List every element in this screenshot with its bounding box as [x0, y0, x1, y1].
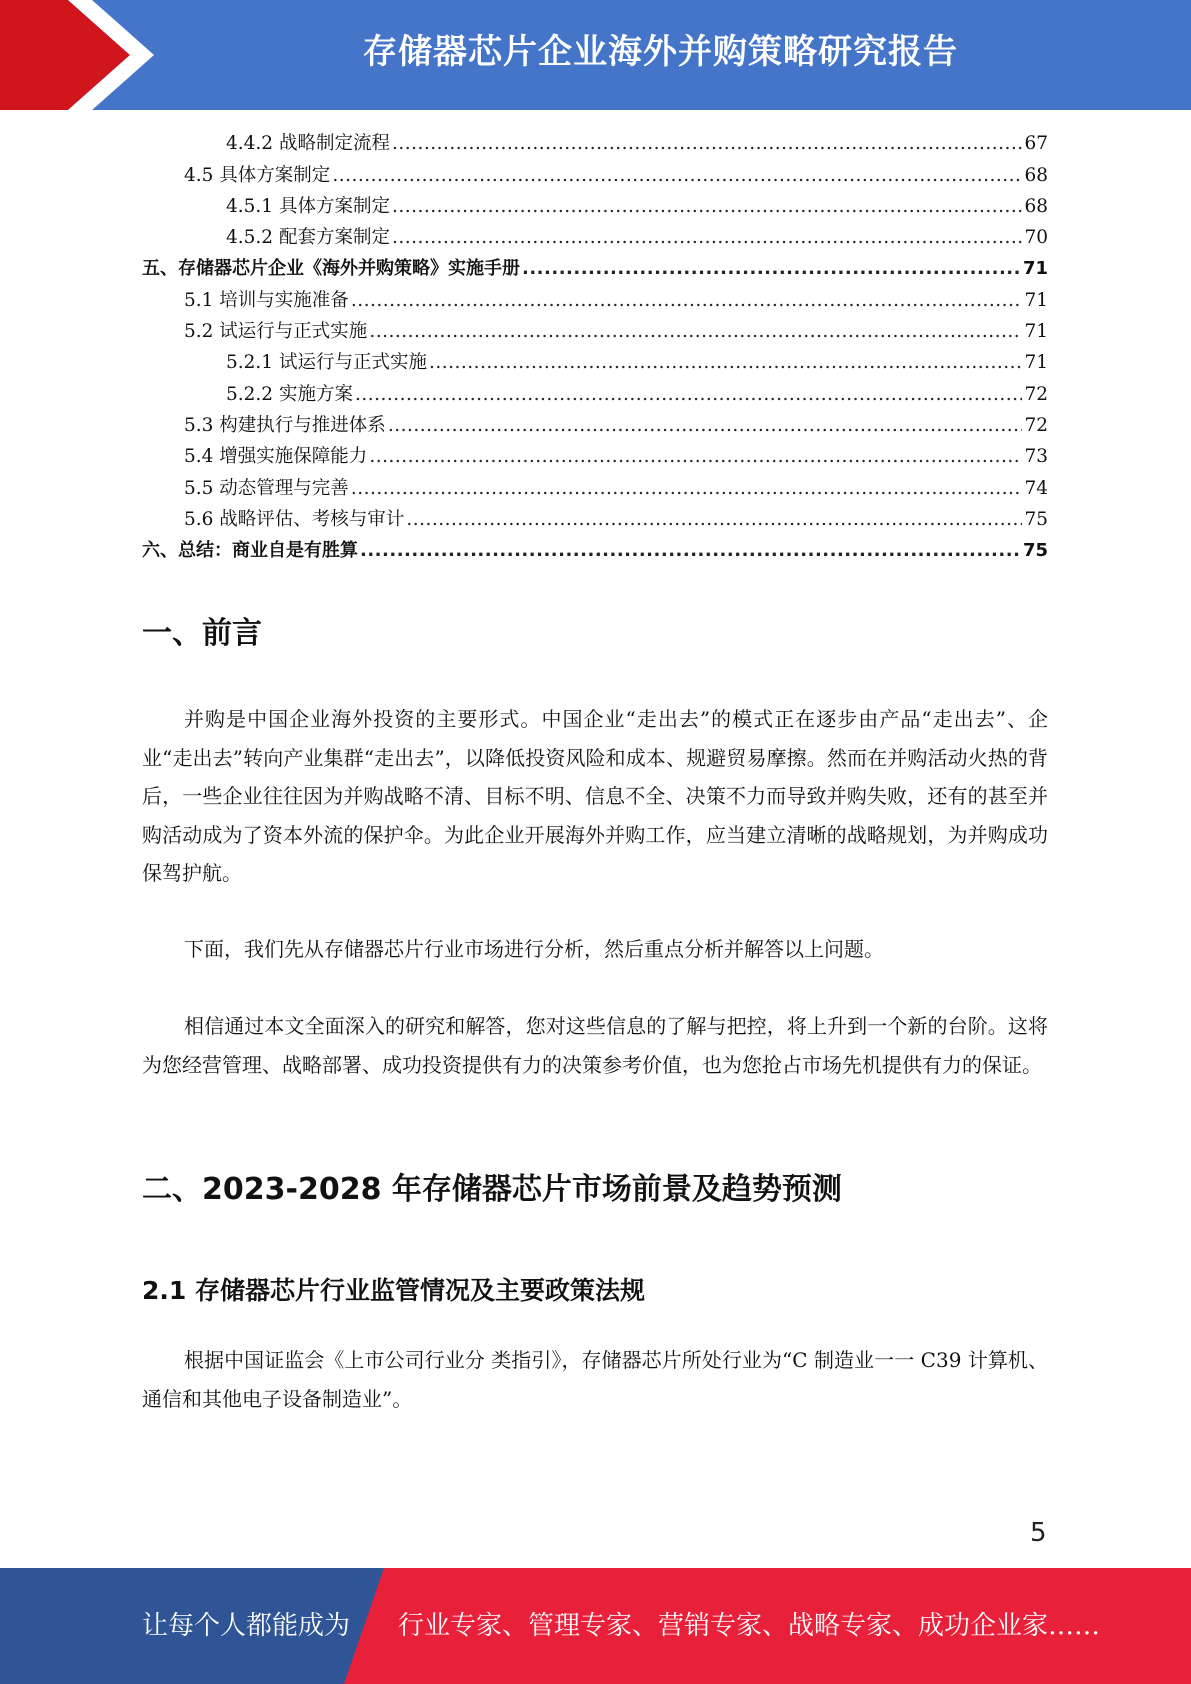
section-heading-market-outlook: 二、2023-2028 年存储器芯片市场前景及趋势预测 [142, 1172, 842, 1207]
toc-entry[interactable] [142, 504, 1048, 535]
toc-leader-dots [369, 316, 1022, 347]
toc-entry-page: 71 [1022, 258, 1048, 280]
toc-entry-page: 68 [1024, 164, 1048, 186]
toc-leader-dots [388, 410, 1023, 441]
toc-entry-page: 72 [1024, 414, 1048, 436]
toc-leader-dots [392, 191, 1022, 222]
toc-entry[interactable] [142, 472, 1048, 503]
toc-entry[interactable] [142, 253, 1048, 284]
footer-slogan-right: 行业专家、管理专家、营销专家、战略专家、成功企业家…… [398, 1611, 1101, 1641]
preface-paragraph-2: 下面，我们先从存储器芯片行业市场进行分析，然后重点分析并解答以上问题。 [184, 937, 884, 961]
toc-entry-title: 5.2 试运行与正式实施 [184, 321, 368, 343]
toc-entry[interactable] [142, 535, 1048, 566]
toc-entry-page: 75 [1022, 540, 1048, 562]
toc-entry-page: 71 [1024, 352, 1048, 374]
toc-entry[interactable] [142, 441, 1048, 472]
page-number: 5 [1030, 1518, 1047, 1548]
toc-entry-page: 73 [1024, 446, 1048, 468]
toc-entry-page: 74 [1024, 477, 1048, 499]
page-footer [0, 1568, 1191, 1684]
toc-entry-title: 六、总结：商业自是有胜算 [142, 540, 358, 562]
toc-entry-title: 5.4 增强实施保障能力 [184, 446, 368, 468]
toc-entry-title: 5.2.1 试运行与正式实施 [226, 352, 427, 374]
toc-entry-page: 67 [1024, 133, 1048, 155]
toc-entry[interactable] [142, 347, 1048, 378]
subsection-heading-regulation: 2.1 存储器芯片行业监管情况及主要政策法规 [142, 1276, 645, 1305]
table-of-contents [142, 128, 1048, 566]
toc-entry-title: 5.3 构建执行与推进体系 [184, 414, 386, 436]
toc-entry[interactable] [142, 159, 1048, 190]
toc-entry-page: 71 [1024, 321, 1048, 343]
toc-leader-dots [369, 441, 1022, 472]
toc-entry-page: 68 [1024, 195, 1048, 217]
footer-slogan-left: 让每个人都能成为 [142, 1611, 351, 1641]
toc-leader-dots [406, 504, 1022, 535]
toc-leader-dots [522, 253, 1021, 284]
toc-leader-dots [351, 285, 1023, 316]
toc-leader-dots [351, 473, 1023, 504]
preface-paragraph-3: 相信通过本文全面深入的研究和解答，您对这些信息的了解与把控，将上升到一个新的台阶。这将为您经营管理、战略部署、成功投资提供有力的决策参考价值，也为您抢占市场先机提供有力的保证。 [142, 1014, 1048, 1077]
section-heading-preface: 一、前言 [142, 616, 262, 651]
toc-leader-dots [392, 128, 1022, 159]
toc-leader-dots [332, 160, 1022, 191]
toc-entry[interactable] [142, 316, 1048, 347]
toc-entry-page: 72 [1024, 383, 1048, 405]
toc-entry-title: 4.5.2 配套方案制定 [226, 227, 390, 249]
toc-entry-page: 75 [1024, 508, 1048, 530]
toc-entry-page: 71 [1024, 289, 1048, 311]
toc-entry[interactable] [142, 410, 1048, 441]
toc-entry-page: 70 [1024, 227, 1048, 249]
toc-entry[interactable] [142, 284, 1048, 315]
toc-entry-title: 五、存储器芯片企业《海外并购策略》实施手册 [142, 258, 520, 280]
toc-entry-title: 4.4.2 战略制定流程 [226, 133, 390, 155]
toc-entry-title: 4.5.1 具体方案制定 [226, 195, 390, 217]
regulation-paragraph: 根据中国证监会《上市公司行业分 类指引》，存储器芯片所处行业为“C 制造业一一 C39 计算机、通信和其他电子设备制造业”。 [142, 1348, 1048, 1411]
toc-entry-title: 5.2.2 实施方案 [226, 383, 353, 405]
toc-leader-dots [360, 535, 1021, 566]
toc-leader-dots [429, 347, 1022, 378]
preface-paragraph-1: 并购是中国企业海外投资的主要形式。中国企业“走出去”的模式正在逐步由产品“走出去”、企业“走出去”转向产业集群“走出去”，以降低投资风险和成本、规避贸易摩擦。然而在并购活动火热的背后，一些企业往往因为并购战略不清、目标不明、信息不全、决策不力而导致并购失败，还有的甚至并购活动成为了资本外流的保护伞。为此企业开展海外并购工作，应当建立清晰的战略规划，为并购成功保驾护航。 [142, 707, 1048, 885]
toc-entry-title: 4.5 具体方案制定 [184, 164, 331, 186]
toc-leader-dots [392, 222, 1022, 253]
toc-entry-title: 5.6 战略评估、考核与审计 [184, 508, 405, 530]
toc-entry[interactable] [142, 222, 1048, 253]
toc-leader-dots [355, 379, 1023, 410]
toc-entry-title: 5.1 培训与实施准备 [184, 289, 349, 311]
toc-entry[interactable] [142, 191, 1048, 222]
toc-entry[interactable] [142, 378, 1048, 409]
report-title: 存储器芯片企业海外并购策略研究报告 [363, 32, 958, 72]
page-header [0, 0, 1191, 110]
toc-entry-title: 5.5 动态管理与完善 [184, 477, 349, 499]
toc-entry[interactable] [142, 128, 1048, 159]
